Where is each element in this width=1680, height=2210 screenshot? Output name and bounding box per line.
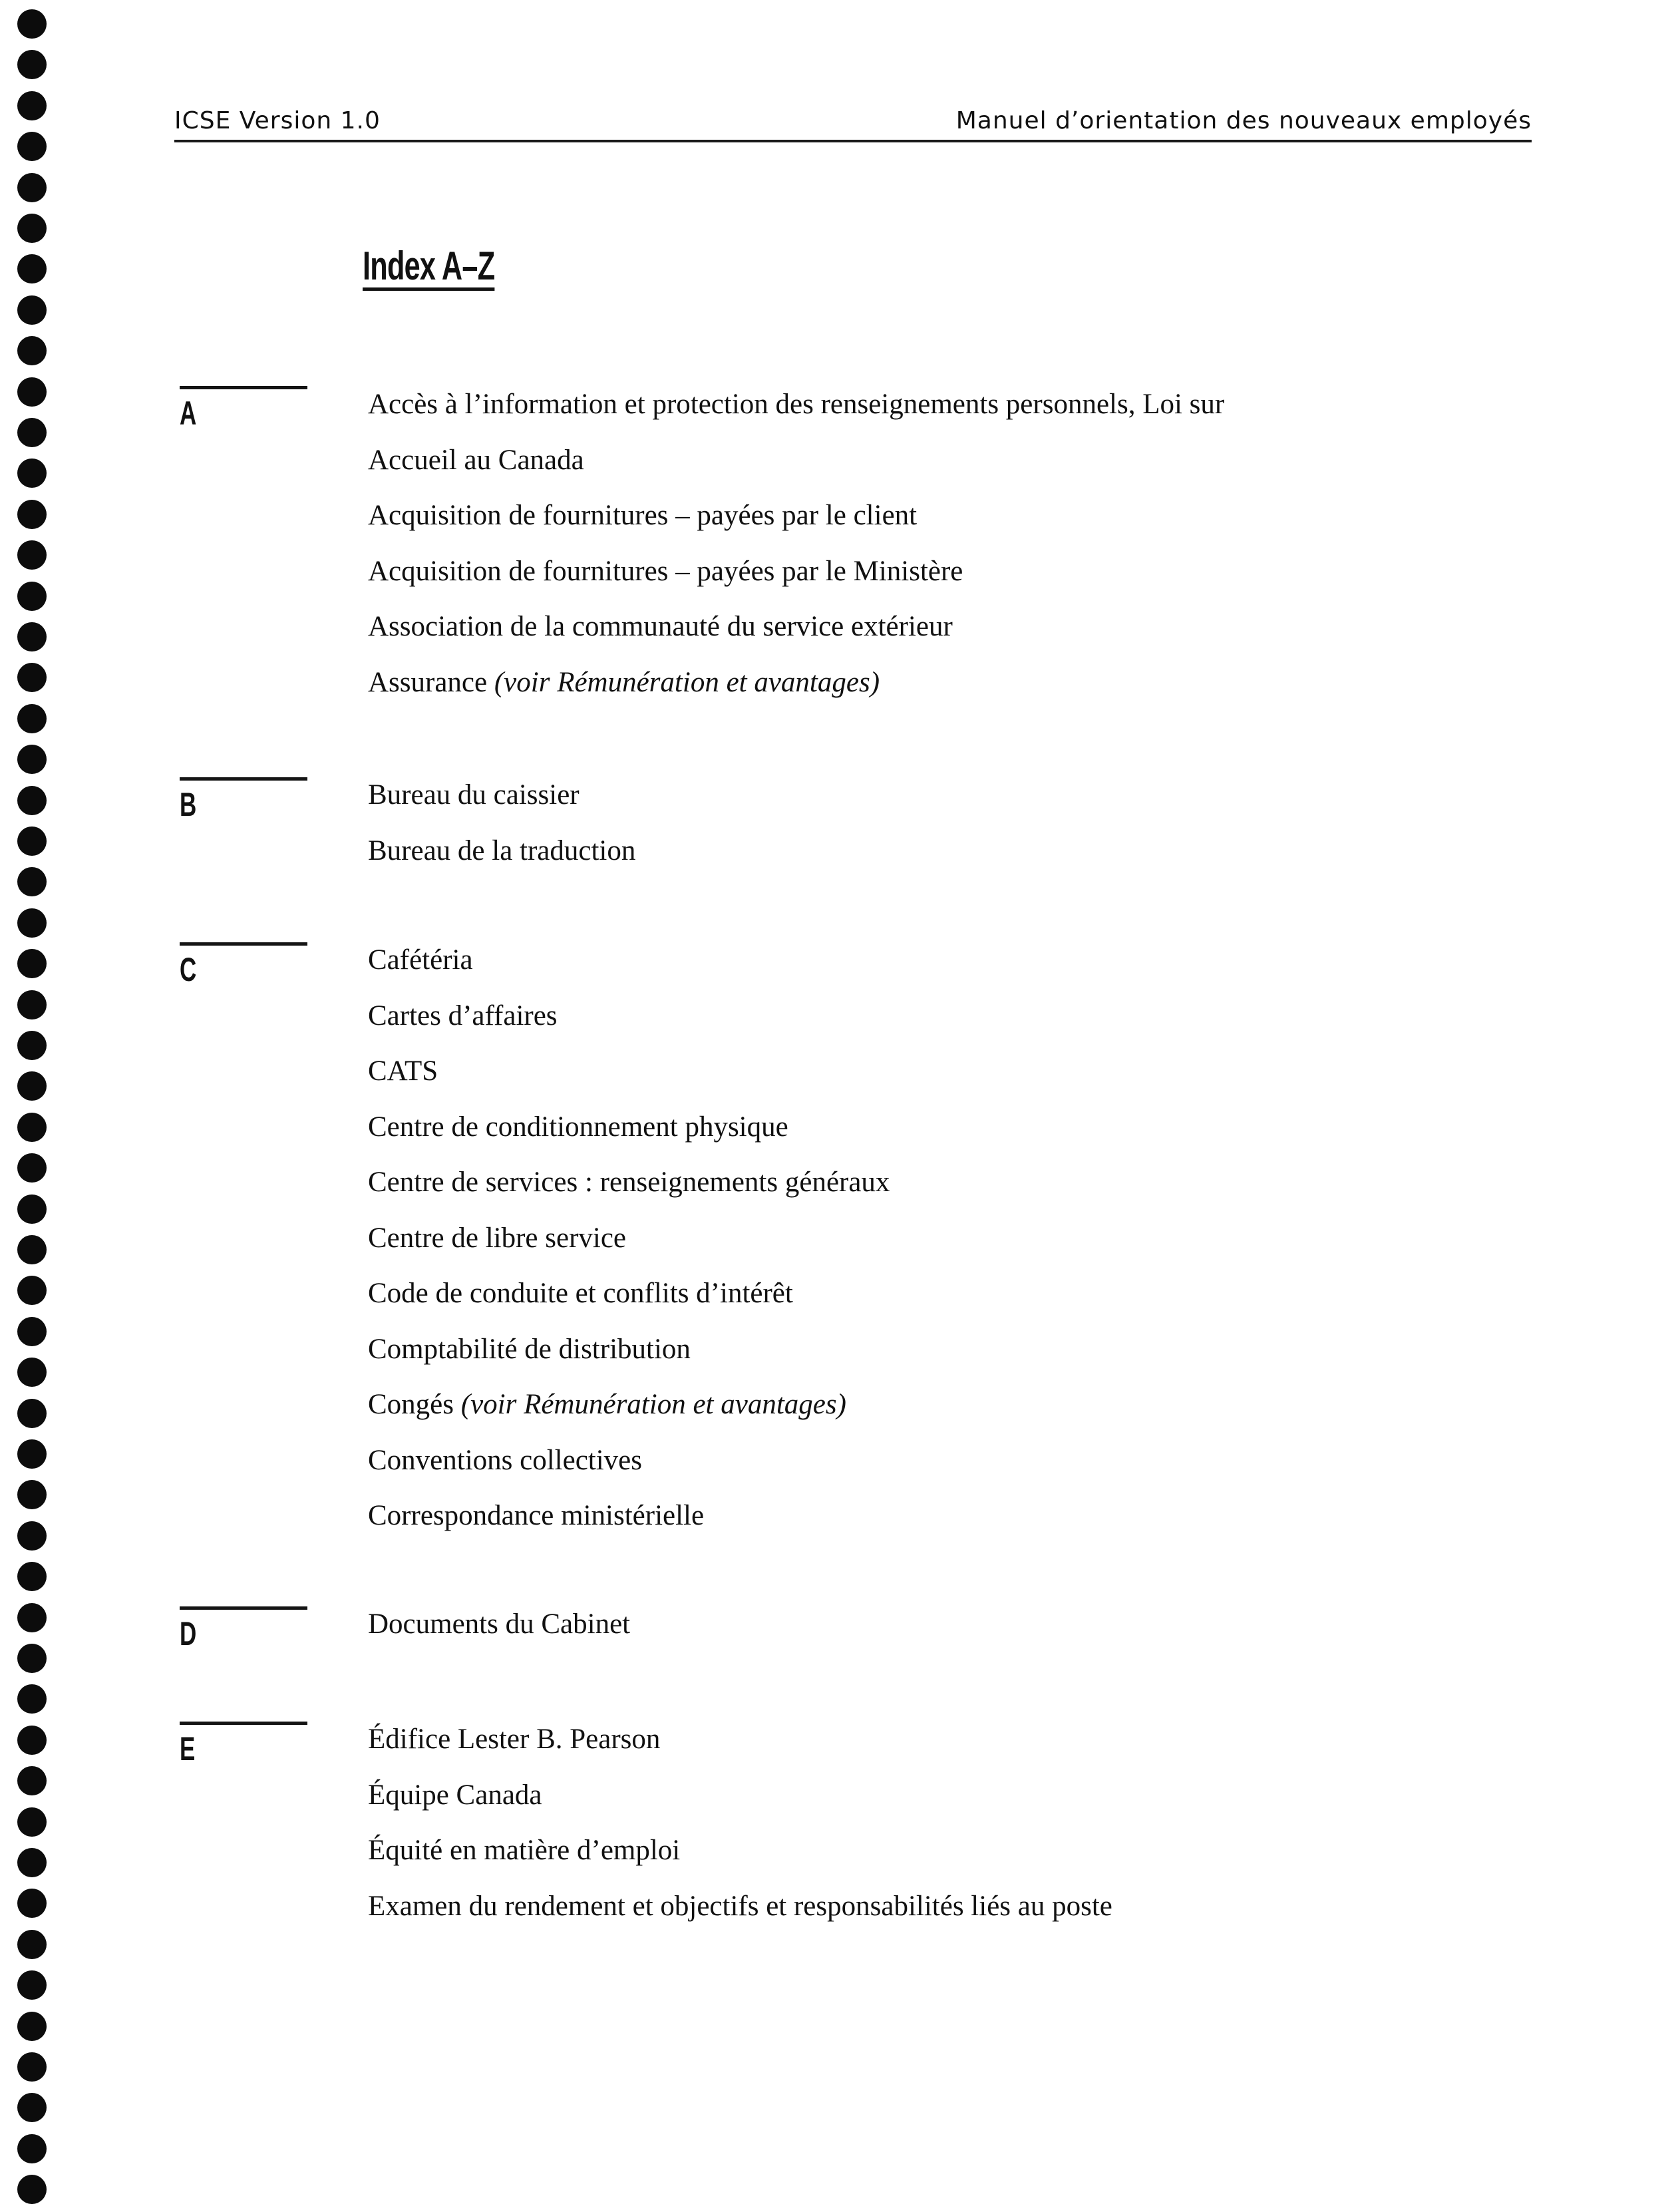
binding-hole [17,1399,47,1428]
binding-hole [17,908,47,938]
header-version: ICSE Version 1.0 [174,107,381,134]
binding-hole [17,1603,47,1632]
section-b-entries [368,775,635,886]
section-rule-a [180,386,307,389]
binding-hole [17,867,47,896]
binding-hole [17,1235,47,1264]
page-title: Index A–Z [363,244,495,288]
binding-hole [17,1031,47,1060]
binding-hole [17,2052,47,2082]
index-entry: Équipe Canada [368,1779,542,1811]
binding-hole [17,1071,47,1101]
binding-hole [17,1439,47,1469]
index-entry: Assurance (voir Rémunération et avantages) [368,666,880,698]
binding-hole [17,663,47,692]
index-entry: Association de la communauté du service extérieur [368,611,953,642]
section-c-entries [368,940,890,1552]
section-letter-e: E [180,1730,196,1767]
binding-hole [17,786,47,815]
index-entry: Code de conduite et conflits d’intérêt [368,1278,793,1309]
binding-hole [17,1930,47,1959]
index-entry: Cafétéria [368,944,473,976]
index-entry: Conventions collectives [368,1444,643,1476]
index-entry: Correspondance ministérielle [368,1500,705,1531]
binding-hole [17,745,47,774]
binding-hole [17,377,47,407]
index-entry: Acquisition de fournitures – payées par le client [368,500,918,531]
binding-hole [17,1726,47,1755]
index-entry: Comptabilité de distribution [368,1333,691,1365]
index-entry: Examen du rendement et objectifs et responsabilités liés au poste [368,1890,1112,1922]
binding-hole [17,540,47,570]
index-entry: Accès à l’information et protection des renseignements personnels, Loi sur [368,389,1225,420]
binding-hole [17,254,47,283]
binding-hole [17,2012,47,2041]
header-manual-title: Manuel d’orientation des nouveaux employés [955,107,1532,134]
index-entry: Acquisition de fournitures – payées par le Ministère [368,555,963,587]
binding-hole [17,1480,47,1509]
binding-hole [17,418,47,447]
binding-hole [17,990,47,1019]
binding-hole [17,1358,47,1387]
binding-hole [17,2134,47,2163]
binding-hole [17,1889,47,1918]
binding-hole [17,1684,47,1714]
section-rule-b [180,777,307,781]
section-letter-b: B [180,786,197,823]
binding-hole [17,295,47,325]
index-entry: Congés (voir Rémunération et avantages) [368,1389,846,1420]
index-entry: Bureau du caissier [368,779,580,811]
index-entry: Centre de conditionnement physique [368,1111,788,1143]
page-header [174,100,1532,142]
index-entry: Édifice Lester B. Pearson [368,1724,661,1755]
section-letter-a: A [180,395,197,432]
binding-hole [17,1562,47,1591]
section-e-entries [368,1720,1112,1942]
binding-hole [17,827,47,856]
binding-hole [17,1195,47,1224]
binding-hole [17,1276,47,1305]
binding-hole [17,1644,47,1673]
index-entry: Cartes d’affaires [368,1000,558,1031]
binding-hole [17,949,47,978]
binding-hole [17,1521,47,1551]
binding-hole [17,1317,47,1346]
index-entry: Centre de libre service [368,1222,627,1254]
binding-hole [17,1807,47,1837]
section-letter-c: C [180,951,197,988]
index-entry: Centre de services : renseignements généraux [368,1167,890,1198]
spiral-binding [12,9,49,2205]
index-entry: Équité en matière d’emploi [368,1835,681,1866]
binding-hole [17,50,47,79]
binding-hole [17,1113,47,1142]
index-entry: Bureau de la traduction [368,834,636,866]
section-rule-d [180,1606,307,1610]
binding-hole [17,2175,47,2204]
binding-hole [17,459,47,488]
index-entry: CATS [368,1055,438,1087]
binding-hole [17,336,47,365]
binding-hole [17,622,47,651]
section-rule-e [180,1722,307,1725]
section-rule-c [180,942,307,946]
binding-hole [17,91,47,120]
binding-hole [17,1153,47,1183]
binding-hole [17,173,47,202]
binding-hole [17,132,47,161]
binding-hole [17,1970,47,2000]
binding-hole [17,582,47,611]
binding-hole [17,1848,47,1877]
index-entry: Documents du Cabinet [368,1608,631,1640]
index-entry: Accueil au Canada [368,444,584,476]
binding-hole [17,214,47,243]
binding-hole [17,9,47,39]
section-letter-d: D [180,1615,197,1652]
section-a-entries [368,385,1224,718]
binding-hole [17,1766,47,1795]
binding-hole [17,2093,47,2122]
section-d-entries [368,1604,630,1660]
binding-hole [17,500,47,529]
binding-hole [17,704,47,733]
